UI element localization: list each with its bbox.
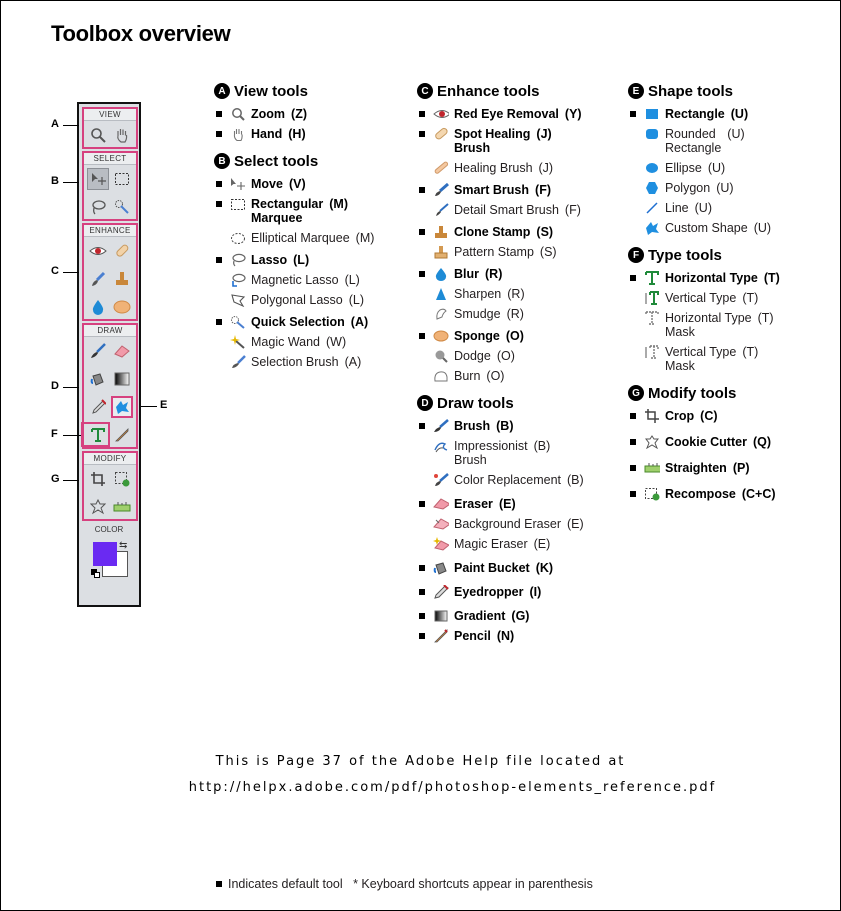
tool-name: Burn (454, 369, 481, 383)
sharpen-icon (433, 287, 449, 301)
enhance-tools-badge: C (417, 83, 433, 99)
shape-tool-item (628, 181, 833, 195)
eyedropper-icon (433, 585, 449, 599)
tool-name: Hand (251, 127, 283, 141)
magnetic-lasso-icon (230, 273, 246, 287)
view-tools-heading (214, 81, 414, 101)
tool-shortcut: (T) (742, 291, 759, 305)
smudge-icon (433, 307, 449, 321)
callout-e: E (160, 399, 168, 411)
tool-name: Recompose (665, 487, 736, 501)
tool-name: Eyedropper (454, 585, 524, 599)
tool-shortcut: (H) (288, 127, 306, 141)
rectangular-marquee-icon (230, 197, 246, 211)
callout-f: F (51, 428, 58, 440)
tool-shortcut: (M) (355, 231, 375, 245)
zoom-icon (230, 107, 246, 121)
red-eye-icon (433, 107, 449, 121)
tool-name: Smudge (454, 307, 501, 321)
draw-tool-item (417, 585, 622, 599)
callout-e-line (141, 406, 157, 407)
tool-shortcut: (J) (538, 161, 554, 175)
pencil-icon[interactable] (111, 424, 133, 446)
tool-shortcut: (P) (732, 461, 750, 475)
tool-shortcut: (C) (700, 409, 718, 423)
enhance-tools-list (417, 107, 622, 383)
cookie-cutter-icon (644, 435, 660, 449)
tool-shortcut: (R) (485, 267, 503, 281)
modify-tool-item (628, 487, 833, 501)
callout-b-line (63, 182, 79, 183)
tool-shortcut: (U) (753, 221, 772, 235)
callout-c-line (63, 272, 79, 273)
legend-default-text: Indicates default tool (228, 877, 343, 891)
tool-shortcut: (B) (533, 439, 551, 453)
blur-icon[interactable] (87, 296, 109, 318)
tool-name: Rectangle (665, 107, 725, 121)
red-eye-icon[interactable] (87, 240, 109, 262)
source-url[interactable]: http://helpx.adobe.com/pdf/photoshop-elements_reference.pdf (188, 780, 717, 795)
enhance-tool-item (417, 307, 622, 321)
shape-tools-badge: E (628, 83, 644, 99)
tool-name: Magnetic Lasso (251, 273, 339, 287)
rectangle-icon (644, 107, 660, 121)
shape-tools-list (628, 107, 833, 235)
tool-shortcut: (F) (564, 203, 581, 217)
detail-smart-brush-icon (433, 203, 449, 217)
view-tools-list (214, 107, 414, 141)
tool-shortcut: (Y) (564, 107, 582, 121)
tool-shortcut: (V) (288, 177, 306, 191)
enhance-tools-title: Enhance tools (437, 82, 540, 100)
select-tool-item (214, 177, 414, 191)
tool-name: Sharpen (454, 287, 502, 301)
hand-icon (230, 127, 246, 141)
magic-eraser-icon (433, 537, 449, 551)
ellipse-icon (644, 161, 660, 175)
paint-bucket-icon[interactable] (87, 368, 109, 390)
shape-tool-item (628, 107, 833, 121)
tool-shortcut: (L) (348, 293, 365, 307)
modify-tools-list (628, 409, 833, 501)
column-2 (417, 81, 622, 653)
clone-stamp-icon (433, 225, 449, 239)
enhance-tool-item (417, 267, 622, 281)
modify-tools-heading (628, 383, 833, 403)
brush-icon (433, 419, 449, 433)
tool-shortcut: (T) (757, 311, 774, 325)
tool-shortcut: (N) (496, 629, 515, 643)
brush-icon[interactable] (87, 340, 109, 362)
tool-shortcut: (T) (763, 271, 780, 285)
tool-shortcut: (O) (496, 349, 515, 363)
spot-healing-icon[interactable] (111, 240, 133, 262)
tool-name: Detail Smart Brush (454, 203, 559, 217)
select-tool-item (214, 273, 414, 287)
enhance-tool-item (417, 329, 622, 343)
clone-stamp-icon[interactable] (111, 268, 133, 290)
tool-name: Impressionist Brush (454, 439, 528, 467)
legend (216, 877, 593, 891)
blur-icon (433, 267, 449, 281)
smart-brush-icon[interactable] (87, 268, 109, 290)
tool-name: Red Eye Removal (454, 107, 559, 121)
tool-shortcut: (O) (505, 329, 524, 343)
type-tool-item (628, 311, 833, 339)
tool-shortcut: (Q) (752, 435, 772, 449)
zoom-icon[interactable] (87, 124, 109, 146)
rounded-rectangle-icon (644, 127, 660, 141)
dodge-icon (433, 349, 449, 363)
modify-tools-badge: G (628, 385, 644, 401)
legend-shortcut-text: * Keyboard shortcuts appear in parenthesis (353, 877, 593, 891)
type-tools-title: Type tools (648, 246, 722, 264)
tool-name: Move (251, 177, 283, 191)
move-icon[interactable] (87, 168, 109, 190)
tool-name: Spot Healing Brush (454, 127, 531, 155)
healing-brush-icon (433, 161, 449, 175)
horizontal-type-mask-icon (644, 311, 660, 325)
tool-shortcut: (U) (694, 201, 712, 215)
burn-icon (433, 369, 449, 383)
tool-shortcut: (U) (707, 161, 726, 175)
shape-tools-heading (628, 81, 833, 101)
enhance-tool-item (417, 225, 622, 239)
shape-tool-item (628, 161, 833, 175)
tool-name: Background Eraser (454, 517, 562, 531)
view-tools-title: View tools (234, 82, 308, 100)
horizontal-type-icon (644, 271, 660, 285)
move-icon (230, 177, 246, 191)
callout-g: G (51, 473, 60, 485)
sponge-icon[interactable] (111, 296, 133, 318)
tool-name: Vertical Type Mask (665, 345, 737, 373)
tool-shortcut: (A) (344, 355, 362, 369)
draw-tools-badge: D (417, 395, 433, 411)
magic-wand-icon (230, 335, 246, 349)
lasso-icon[interactable] (87, 196, 109, 218)
draw-tool-item (417, 419, 622, 433)
rectangular-marquee-icon[interactable] (111, 168, 133, 190)
draw-tools-title: Draw tools (437, 394, 514, 412)
tool-name: Magic Eraser (454, 537, 528, 551)
tool-shortcut: (L) (344, 273, 360, 287)
smart-brush-icon (433, 183, 449, 197)
pattern-stamp-icon (433, 245, 449, 259)
draw-tool-item (417, 629, 622, 643)
tool-name: Dodge (454, 349, 491, 363)
toolbox-modify-heading: MODIFY (84, 453, 136, 465)
tool-name: Vertical Type (665, 291, 737, 305)
eyedropper-icon[interactable] (87, 396, 109, 418)
polygon-icon (644, 181, 660, 195)
type-tool-item (628, 291, 833, 305)
type-tools-badge: F (628, 247, 644, 263)
tool-name: Elliptical Marquee (251, 231, 350, 245)
tool-shortcut: (S) (536, 225, 554, 239)
select-tools-heading (214, 151, 414, 171)
modify-tools-title: Modify tools (648, 384, 737, 402)
tool-name: Polygonal Lasso (251, 293, 343, 307)
tool-shortcut: (Z) (291, 107, 307, 121)
paint-bucket-icon (433, 561, 449, 575)
tool-shortcut: (U) (727, 127, 745, 141)
straighten-icon[interactable] (111, 496, 133, 518)
view-tools-badge: A (214, 83, 230, 99)
crop-icon (644, 409, 660, 423)
recompose-icon[interactable] (111, 468, 133, 490)
enhance-tool-item (417, 369, 622, 383)
callout-a: A (51, 118, 59, 130)
draw-tool-item (417, 609, 622, 623)
shape-tool-item (628, 127, 833, 155)
tool-shortcut: (C+C) (741, 487, 776, 501)
type-tools-heading (628, 245, 833, 265)
recompose-icon (644, 487, 660, 501)
enhance-tool-item (417, 161, 622, 175)
tool-name: Pencil (454, 629, 491, 643)
tool-name: Color Replacement (454, 473, 561, 487)
tool-shortcut: (E) (567, 517, 584, 531)
default-colors-icon[interactable] (91, 569, 100, 578)
toolbox-enhance-heading: ENHANCE (84, 225, 136, 237)
enhance-tool-item (417, 203, 622, 217)
tool-shortcut: (A) (350, 315, 369, 329)
tool-name: Cookie Cutter (665, 435, 747, 449)
toolbox-enhance-group (82, 223, 138, 321)
draw-tool-item (417, 517, 622, 531)
tool-shortcut: (F) (535, 183, 551, 197)
swap-colors-icon[interactable]: ⇆ (119, 540, 128, 551)
foreground-color-swatch[interactable] (93, 542, 117, 566)
straighten-icon (644, 461, 660, 475)
type-tool-item (628, 271, 833, 285)
toolbox-color-heading: COLOR (94, 525, 124, 534)
select-tools-list (214, 177, 414, 369)
vertical-type-icon (644, 291, 660, 305)
type-tools-list (628, 271, 833, 373)
select-tools-badge: B (214, 153, 230, 169)
tool-name: Healing Brush (454, 161, 533, 175)
default-tool-marker (216, 881, 222, 887)
callout-b: B (51, 175, 59, 187)
draw-tool-item (417, 561, 622, 575)
page-title: Toolbox overview (51, 21, 231, 46)
gradient-icon[interactable] (111, 368, 133, 390)
pencil-icon (433, 629, 449, 643)
modify-tool-item (628, 461, 833, 475)
line-icon (644, 201, 660, 215)
toolbox-view-group (82, 107, 138, 149)
tool-name: Ellipse (665, 161, 702, 175)
tool-shortcut: (G) (511, 609, 530, 623)
view-tool-item (214, 107, 414, 121)
tool-shortcut: (L) (293, 253, 310, 267)
quick-selection-icon[interactable] (111, 196, 133, 218)
callout-d: D (51, 380, 59, 392)
column-1 (214, 81, 414, 379)
shape-tool-item (628, 221, 833, 235)
eraser-icon (433, 497, 449, 511)
hand-icon[interactable] (111, 124, 133, 146)
elliptical-marquee-icon (230, 231, 246, 245)
toolbox-panel (77, 102, 141, 607)
tool-name: Line (665, 201, 689, 215)
callout-d-line (63, 387, 79, 388)
draw-tool-item (417, 497, 622, 511)
draw-tool-item (417, 537, 622, 551)
enhance-tool-item (417, 107, 622, 121)
select-tool-item (214, 253, 414, 267)
type-tool-highlight (81, 422, 110, 447)
sponge-icon (433, 329, 449, 343)
select-tool-item (214, 231, 414, 245)
tool-name: Custom Shape (665, 221, 748, 235)
tool-name: Clone Stamp (454, 225, 531, 239)
draw-tool-item (417, 439, 622, 467)
modify-tool-item (628, 409, 833, 423)
type-tool-item (628, 345, 833, 373)
tool-shortcut: (S) (539, 245, 557, 259)
draw-tool-item (417, 473, 622, 487)
tool-name: Brush (454, 419, 491, 433)
toolbox-select-group (82, 151, 138, 221)
enhance-tool-item (417, 287, 622, 301)
custom-shape-icon (644, 221, 660, 235)
tool-shortcut: (K) (535, 561, 554, 575)
callout-f-line (63, 435, 81, 436)
tool-shortcut: (B) (567, 473, 584, 487)
tool-name: Crop (665, 409, 695, 423)
tool-shortcut: (J) (536, 127, 552, 141)
eraser-icon[interactable] (111, 340, 133, 362)
background-eraser-icon (433, 517, 449, 531)
cookie-cutter-icon[interactable] (87, 496, 109, 518)
tool-shortcut: (O) (486, 369, 505, 383)
tool-name: Sponge (454, 329, 500, 343)
quick-selection-icon (230, 315, 246, 329)
tool-name: Smart Brush (454, 183, 530, 197)
tool-name: Horizontal Type (665, 271, 758, 285)
column-3 (628, 81, 833, 511)
callout-g-line (63, 480, 79, 481)
select-tool-item (214, 355, 414, 369)
toolbox-view-heading: VIEW (84, 109, 136, 121)
tool-shortcut: (B) (496, 419, 514, 433)
lasso-icon (230, 253, 246, 267)
enhance-tool-item (417, 127, 622, 155)
tool-shortcut: (U) (716, 181, 734, 195)
tool-shortcut: (E) (533, 537, 551, 551)
toolbox-draw-heading: DRAW (84, 325, 136, 337)
enhance-tool-item (417, 349, 622, 363)
tool-name: Selection Brush (251, 355, 339, 369)
tool-name: Eraser (454, 497, 493, 511)
callout-c: C (51, 265, 59, 277)
tool-shortcut: (R) (506, 307, 524, 321)
tool-name: Gradient (454, 609, 506, 623)
modify-tool-item (628, 435, 833, 449)
impressionist-brush-icon (433, 439, 449, 453)
crop-icon[interactable] (87, 468, 109, 490)
select-tool-item (214, 315, 414, 329)
tool-shortcut: (T) (742, 345, 759, 359)
gradient-icon (433, 609, 449, 623)
enhance-tools-heading (417, 81, 622, 101)
select-tool-item (214, 335, 414, 349)
toolbox-modify-group (82, 451, 138, 521)
tool-shortcut: (M) (329, 197, 348, 211)
polygonal-lasso-icon (230, 293, 246, 307)
tool-shortcut: (W) (326, 335, 347, 349)
tool-shortcut: (E) (498, 497, 516, 511)
enhance-tool-item (417, 245, 622, 259)
tool-name: Straighten (665, 461, 727, 475)
select-tool-item (214, 293, 414, 307)
tool-name: Quick Selection (251, 315, 345, 329)
tool-name: Blur (454, 267, 479, 281)
custom-shape-icon[interactable] (111, 396, 133, 418)
selection-brush-icon (230, 355, 246, 369)
tool-name: Lasso (251, 253, 288, 267)
color-replacement-icon (433, 473, 449, 487)
enhance-tool-item (417, 183, 622, 197)
vertical-type-mask-icon (644, 345, 660, 359)
tool-name: Polygon (665, 181, 711, 195)
draw-tools-heading (417, 393, 622, 413)
source-line-1: This is Page 37 of the Adobe Help file located at (215, 754, 626, 769)
shape-tools-title: Shape tools (648, 82, 734, 100)
toolbox-select-heading: SELECT (84, 153, 136, 165)
callout-a-line (63, 125, 79, 126)
spot-healing-icon (433, 127, 449, 141)
tool-shortcut: (R) (507, 287, 525, 301)
tool-name: Magic Wand (251, 335, 321, 349)
shape-tool-item (628, 201, 833, 215)
tool-name: Pattern Stamp (454, 245, 534, 259)
tool-name: Rounded Rectangle (665, 127, 722, 155)
select-tool-item (214, 197, 414, 225)
tool-shortcut: (I) (529, 585, 542, 599)
tool-shortcut: (U) (730, 107, 749, 121)
select-tools-title: Select tools (234, 152, 319, 170)
tool-name: Rectangular Marquee (251, 197, 324, 225)
tool-name: Horizontal Type Mask (665, 311, 752, 339)
draw-tools-list (417, 419, 622, 643)
tool-name: Paint Bucket (454, 561, 530, 575)
tool-name: Zoom (251, 107, 286, 121)
view-tool-item (214, 127, 414, 141)
